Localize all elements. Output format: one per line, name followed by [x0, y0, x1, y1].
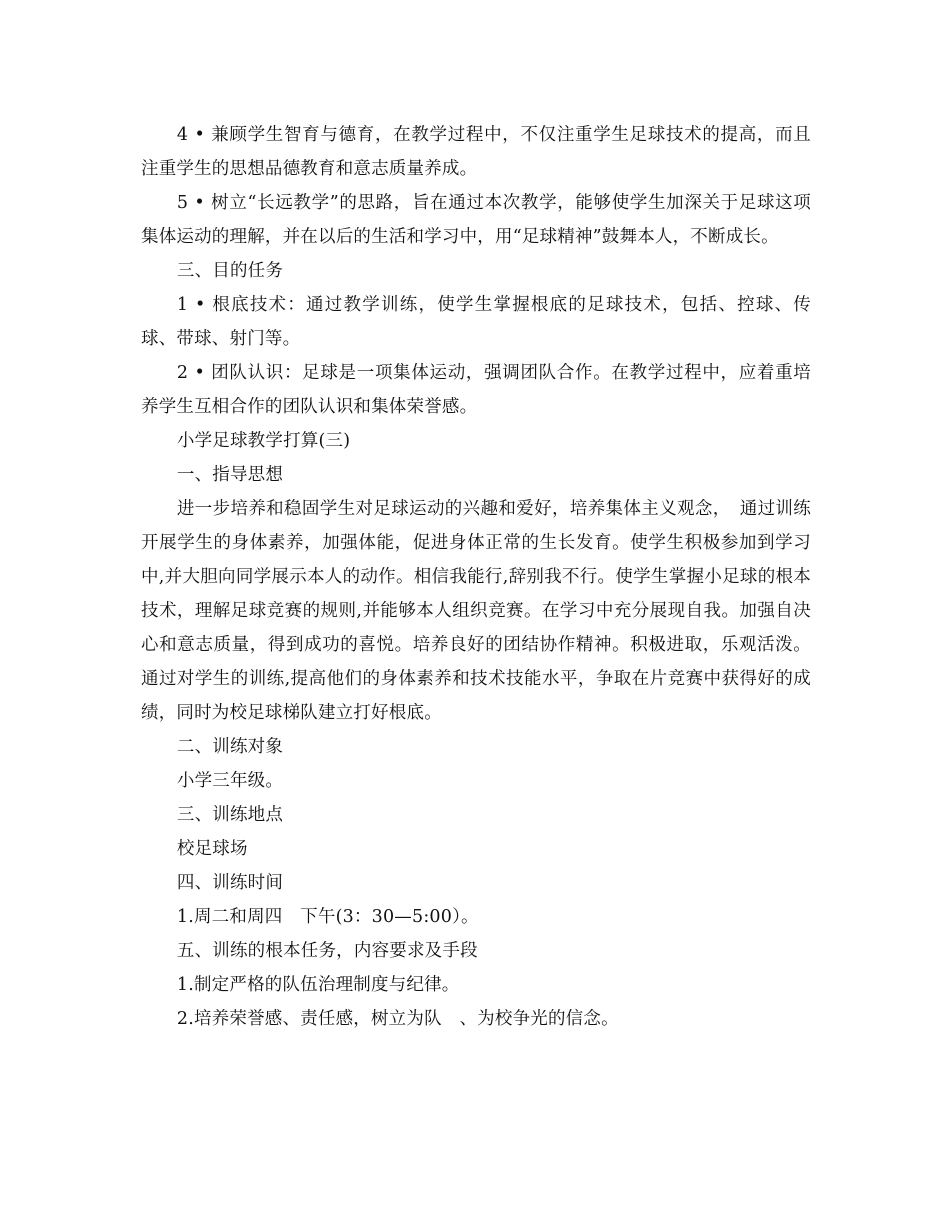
section-heading-basic-tasks: 五、训练的根本任务，内容要求及手段 — [176, 941, 478, 961]
paragraph-guiding-thought: 进一步培养和稳固学生对足球运动的兴趣和爱好，培养集体主义观念， 通过训练开展学生的身体素养，加强体能，促进身体正常的生长发育。使学生积极参加到学习中,并大胆向同学展示本人的动作。相信我能行,辞别我不行。使学生掌握小足球的根本技术，理解足球竞赛的规则,并能够本人组织竞赛。在学习中充分展现自我。加强自决心和意志质量，得到成功的喜悦。培养良好的团结协作精神。积极进取，乐观活泼。通过对学生的训练,提高他们的身体素养和技术技能水平，争取在片竞赛中获得好的成绩，同时为校足球梯队建立打好根底。 — [141, 499, 811, 723]
paragraph-task-1: 1 • 根底技术：通过教学训练，使学生掌握根底的足球技术，包括、控球、传球、带球、射门等。 — [141, 295, 811, 349]
section-heading-training-time: 四、训练时间 — [176, 873, 284, 893]
paragraph-training-location: 校足球场 — [176, 839, 248, 859]
list-item-rules: 1.制定严格的队伍治理制度与纪律。 — [176, 975, 460, 995]
plan-title: 小学足球教学打算(三) — [176, 431, 351, 451]
section-heading-tasks: 三、目的任务 — [176, 261, 284, 281]
paragraph-training-time: 1.周二和周四 下午(3：30—5:00）。 — [176, 907, 479, 927]
section-heading-guiding-thought: 一、指导思想 — [176, 465, 284, 485]
paragraph-task-2: 2 • 团队认识：足球是一项集体运动，强调团队合作。在教学过程中，应着重培养学生互相合作的团队认识和集体荣誉感。 — [141, 363, 811, 417]
paragraph-goal-4: 4 • 兼顾学生智育与德育，在教学过程中，不仅注重学生足球技术的提高，而且注重学生的思想品德教育和意志质量养成。 — [141, 125, 811, 179]
section-heading-training-target: 二、训练对象 — [176, 737, 284, 757]
paragraph-training-target: 小学三年级。 — [176, 771, 284, 791]
document-body — [141, 118, 811, 1036]
list-item-honor: 2.培养荣誉感、责任感，树立为队 、为校争光的信念。 — [176, 1009, 619, 1029]
paragraph-goal-5: 5 • 树立“长远教学”的思路，旨在通过本次教学，能够使学生加深关于足球这项集体运动的理解，并在以后的生活和学习中，用“足球精神”鼓舞本人，不断成长。 — [141, 193, 811, 247]
section-heading-training-location: 三、训练地点 — [176, 805, 284, 825]
